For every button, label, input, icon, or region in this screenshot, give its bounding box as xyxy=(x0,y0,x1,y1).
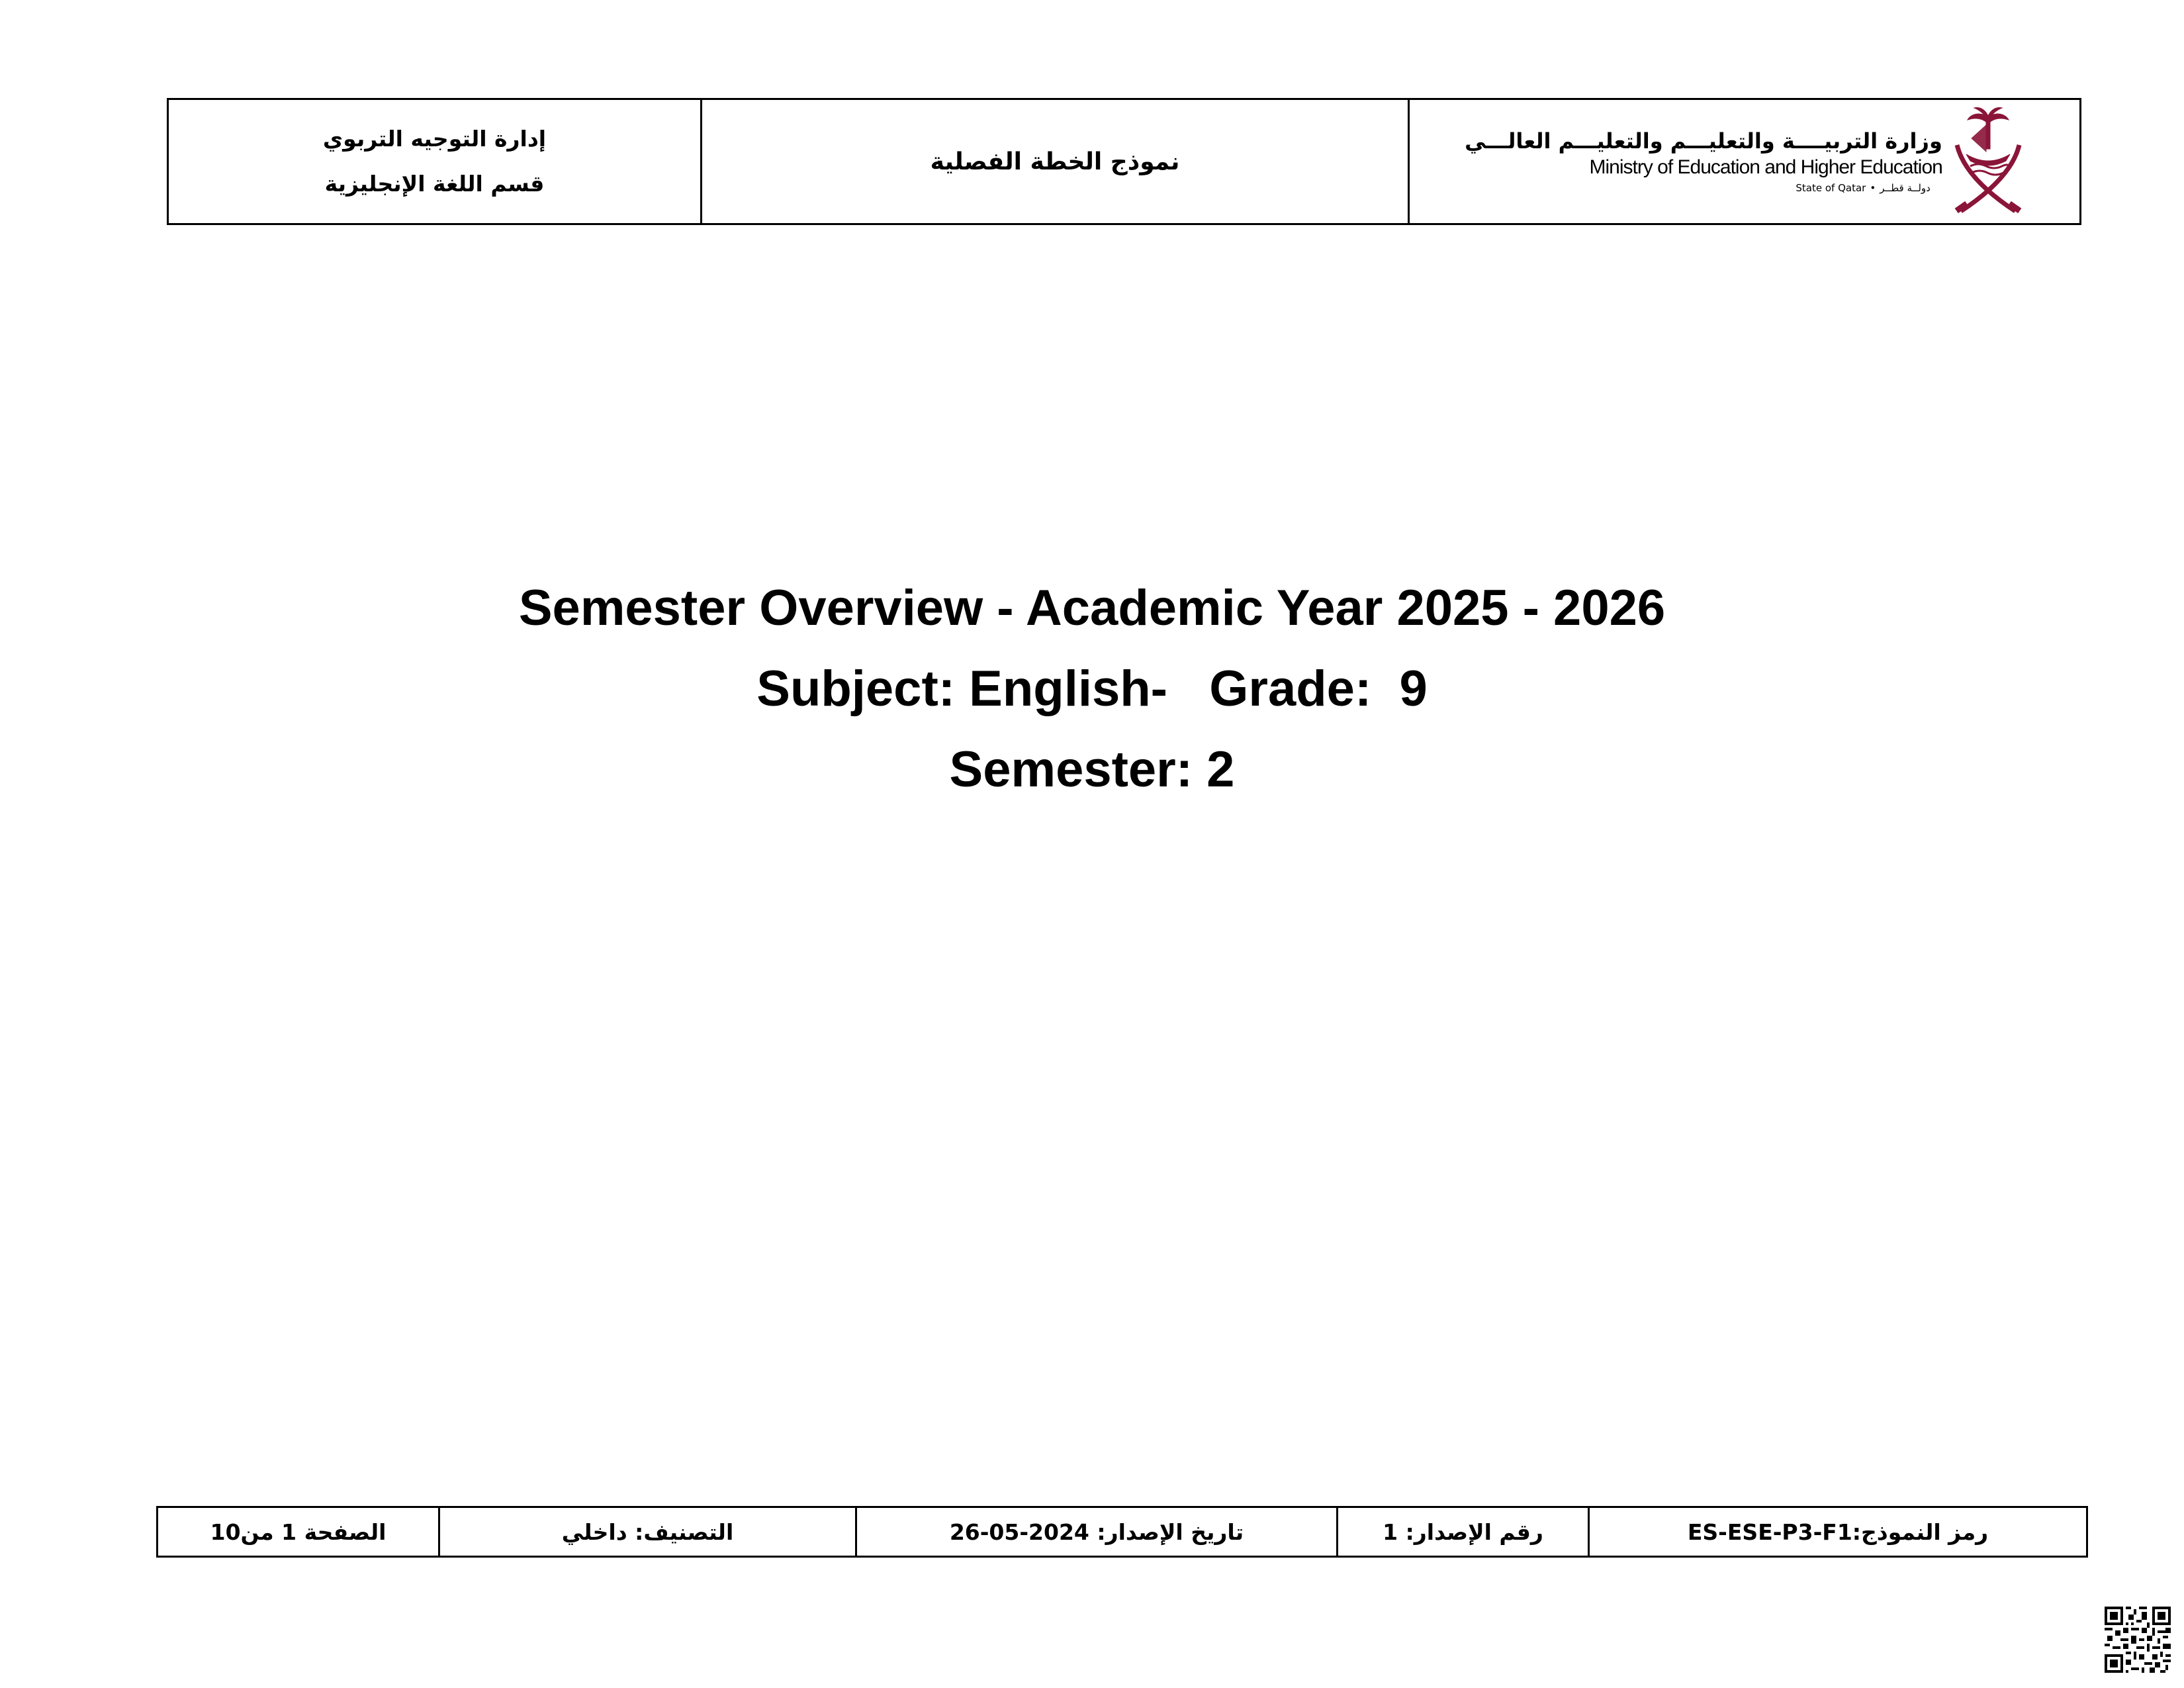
version-value: 1 xyxy=(1383,1519,1398,1545)
form-code-cell xyxy=(1590,1508,2086,1556)
state-english: State of Qatar xyxy=(1796,182,1866,194)
classification-cell xyxy=(440,1508,857,1556)
state-arabic: دولــة قطــر xyxy=(1880,182,1931,194)
form-title: نموذج الخطة الفصلية xyxy=(930,148,1180,175)
ministry-logo xyxy=(1465,105,2025,218)
ministry-logo-text xyxy=(1465,127,1942,196)
title-semester: Semester: 2 xyxy=(949,741,1235,798)
section-name: قسم اللغة الإنجليزية xyxy=(324,171,545,197)
document-header xyxy=(167,98,2081,225)
ministry-logo-cell xyxy=(1408,100,2079,223)
title-subject-grade: Subject: English- Grade: 9 xyxy=(756,661,1428,717)
document-title-block xyxy=(0,568,2184,810)
issue-date-cell xyxy=(857,1508,1338,1556)
qr-code-icon[interactable] xyxy=(2105,1607,2171,1673)
form-code-label: رمز النموذج: xyxy=(1852,1519,1989,1545)
classification-text: التصنيف: داخلي xyxy=(561,1519,734,1545)
department-cell xyxy=(169,100,700,223)
department-name: إدارة التوجيه التربوي xyxy=(322,126,547,152)
issue-date-value: 26-05-2024 xyxy=(949,1519,1089,1545)
version-label: رقم الإصدار: xyxy=(1405,1519,1543,1545)
version-cell xyxy=(1338,1508,1590,1556)
form-title-cell xyxy=(700,100,1408,223)
state-line xyxy=(1796,180,1930,196)
title-academic-year: Semester Overview - Academic Year 2025 - 2026 xyxy=(518,580,1666,636)
page-number-cell xyxy=(158,1508,440,1556)
ministry-name-arabic: وزارة التربيــــة والتعليـــم والتعليـــم العالـــي xyxy=(1465,128,1942,154)
form-code-value: ES-ESE-P3-F1 xyxy=(1687,1519,1852,1545)
page-number: الصفحة 1 من10 xyxy=(210,1519,387,1545)
qatar-emblem-icon xyxy=(1952,105,2025,218)
issue-date-label: تاريخ الإصدار: xyxy=(1097,1519,1244,1545)
document-footer xyxy=(156,1506,2088,1558)
ministry-name-english: Ministry of Education and Higher Education xyxy=(1589,156,1942,178)
state-separator: • xyxy=(1870,182,1876,194)
